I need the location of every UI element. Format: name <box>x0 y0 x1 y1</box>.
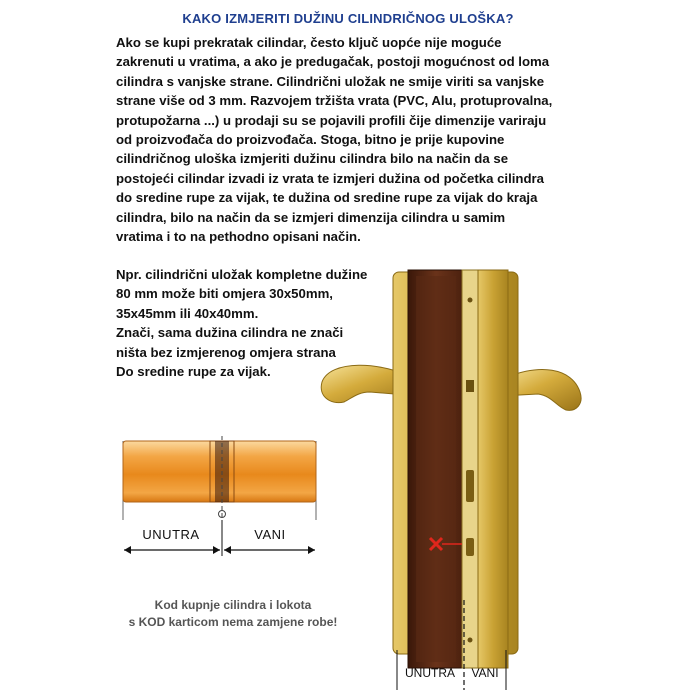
warning-line: s KOD karticom nema zamjene robe! <box>128 615 338 629</box>
note-line: Npr. cilindrični uložak kompletne dužine <box>116 267 368 282</box>
note-line: 35x45mm ili 40x40mm. <box>116 305 259 321</box>
example-notes <box>116 265 406 381</box>
note-line: 80 mm može biti omjera 30x50mm, <box>116 286 333 302</box>
door-label-outside: VANI <box>471 666 499 680</box>
warning-note <box>108 597 358 631</box>
intro-line: cilindra s vanjske strane. Cilindrični uložak ne smije viriti sa vanjske <box>116 73 545 89</box>
intro-line: cilindričnog uloška izmjeriti dužinu cilindra bilo na način da se <box>116 151 509 167</box>
door-label-inside: UNUTRA <box>405 666 455 680</box>
note-line: Do sredine rupe za vijak. <box>116 364 271 380</box>
intro-line: strane više od 3 mm. Razvojem tržišta vrata (PVC, Alu, protuprovalna, <box>116 93 553 109</box>
page-title: KAKO IZMJERITI DUŽINU CILINDRIČNOG ULOŠKA? <box>182 11 514 26</box>
note-line: ništa bez izmjerenog omjera strana <box>116 344 336 360</box>
intro-line: od proizvođača do proizvođača. Stoga, bitno je prije kupovine <box>116 132 505 148</box>
cylinder-label-inside: UNUTRA <box>142 527 200 542</box>
intro-line: Ako se kupi prekratak cilindar, često ključ uopće nije moguće <box>116 35 502 50</box>
intro-line: postojeći cilindar izvadi iz vrata te izmjeri dužina od početka cilindra <box>116 170 544 186</box>
note-line: Znači, sama dužina cilindra ne znači <box>116 325 344 341</box>
cylinder-label-outside: VANI <box>254 527 286 542</box>
cylinder-diagram <box>123 436 316 556</box>
intro-line: do sredine rupe za vijak, te dužina od sredine rupe za vijak do kraja <box>116 190 538 206</box>
warning-line: Kod kupnje cilindra i lokota <box>154 598 312 612</box>
intro-line: zakrenuti u vratima, a ako je predugačak, postoji mogućnost od loma <box>116 54 550 70</box>
intro-line: vratima i to na pethodno opisani način. <box>116 229 361 245</box>
door-frame <box>478 270 508 668</box>
intro-line: cilindra, bilo na način da se izmjeri dimenzija cilindra u samim <box>116 209 506 225</box>
intro-line: protupožarna ...) u prodaji su se pojavili profili čije dimenzije variraju <box>116 112 547 128</box>
